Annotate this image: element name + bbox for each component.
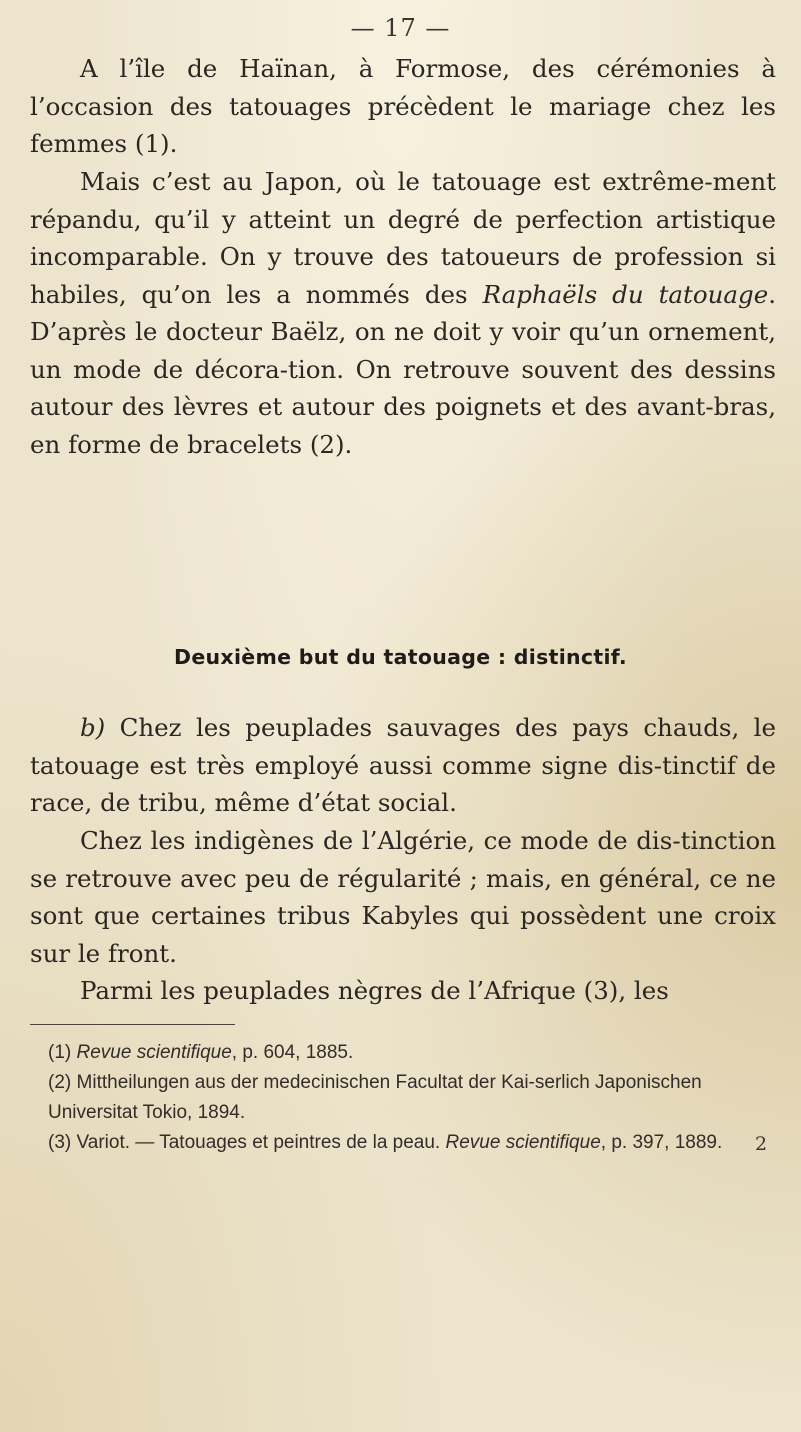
footnote-3-tail: , p. 397, 1889.: [600, 1132, 723, 1153]
item-label-b: b): [80, 713, 106, 742]
footnote-1-title: Revue scientifique: [76, 1042, 232, 1063]
paragraph-peuplades: [30, 709, 776, 822]
footnote-2: [48, 1068, 778, 1128]
footnote-3-marker: (3): [48, 1132, 72, 1153]
paragraph-japan-part2: . D’après le docteur Baëlz, on ne doit y voir qu’un ornement, un mode de décora-tion. On retrouve souvent des dessins autour des lèvres et autour des poignets et des avant-bras, en forme de bracelets (2).: [30, 279, 776, 459]
paragraph-japan-text: [30, 163, 776, 463]
footnote-3: [48, 1128, 778, 1158]
footnote-divider: [30, 1024, 235, 1025]
footnote-1-rest: , p. 604, 1885.: [231, 1042, 354, 1063]
paragraph-algerie: [30, 822, 776, 972]
footnote-1: [48, 1038, 778, 1068]
raphaels-italic: Raphaëls du tatouage: [482, 279, 769, 309]
paragraph-afrique: [30, 972, 776, 1010]
footnotes: [48, 1038, 778, 1158]
paragraph-hainan-text: A l’île de Haïnan, à Formose, des cérémonies à l’occasion des tatouages précèdent le mariage chez les femmes (1).: [30, 54, 776, 158]
signature-mark: 2: [755, 1133, 768, 1155]
footnote-2-marker: (2): [48, 1072, 72, 1093]
paragraph-japan-part1: Mais c’est au Japon, où le tatouage est extrême-ment répandu, qu’il y atteint un degré de perfection artistique incomparable. On y trouve des tatoueurs de profession si habiles, qu’on les a nommés des: [30, 167, 776, 309]
footnote-1-marker: (1): [48, 1042, 72, 1063]
paragraph-peuplades-body: Chez les peuplades sauvages des pays chauds, le tatouage est très employé aussi comme signe dis-tinctif de race, de tribu, même d’état social.: [30, 713, 776, 817]
paragraph-hainan: [30, 50, 776, 163]
footnote-3-title: Revue scientifique: [445, 1132, 601, 1153]
footnote-2-text: Mittheilungen aus der medecinischen Facultat der Kai-serlich Japonischen Universitat Tokio, 1894.: [48, 1072, 702, 1123]
paragraph-afrique-text: Parmi les peuplades nègres de l’Afrique (3), les: [80, 976, 669, 1005]
paragraph-peuplades-text: [30, 709, 776, 822]
paragraph-algerie-text: Chez les indigènes de l’Algérie, ce mode de dis-tinction se retrouve avec peu de régularité ; mais, en général, ce ne sont que certaines tribus Kabyles qui possèdent une croix sur le front.: [30, 826, 776, 968]
page-number: — 17 —: [350, 14, 451, 42]
footnote-3-text: Variot. — Tatouages et peintres de la peau.: [76, 1132, 446, 1153]
paragraph-japan: [30, 163, 776, 463]
section-heading: Deuxième but du tatouage : distinctif.: [174, 645, 627, 669]
